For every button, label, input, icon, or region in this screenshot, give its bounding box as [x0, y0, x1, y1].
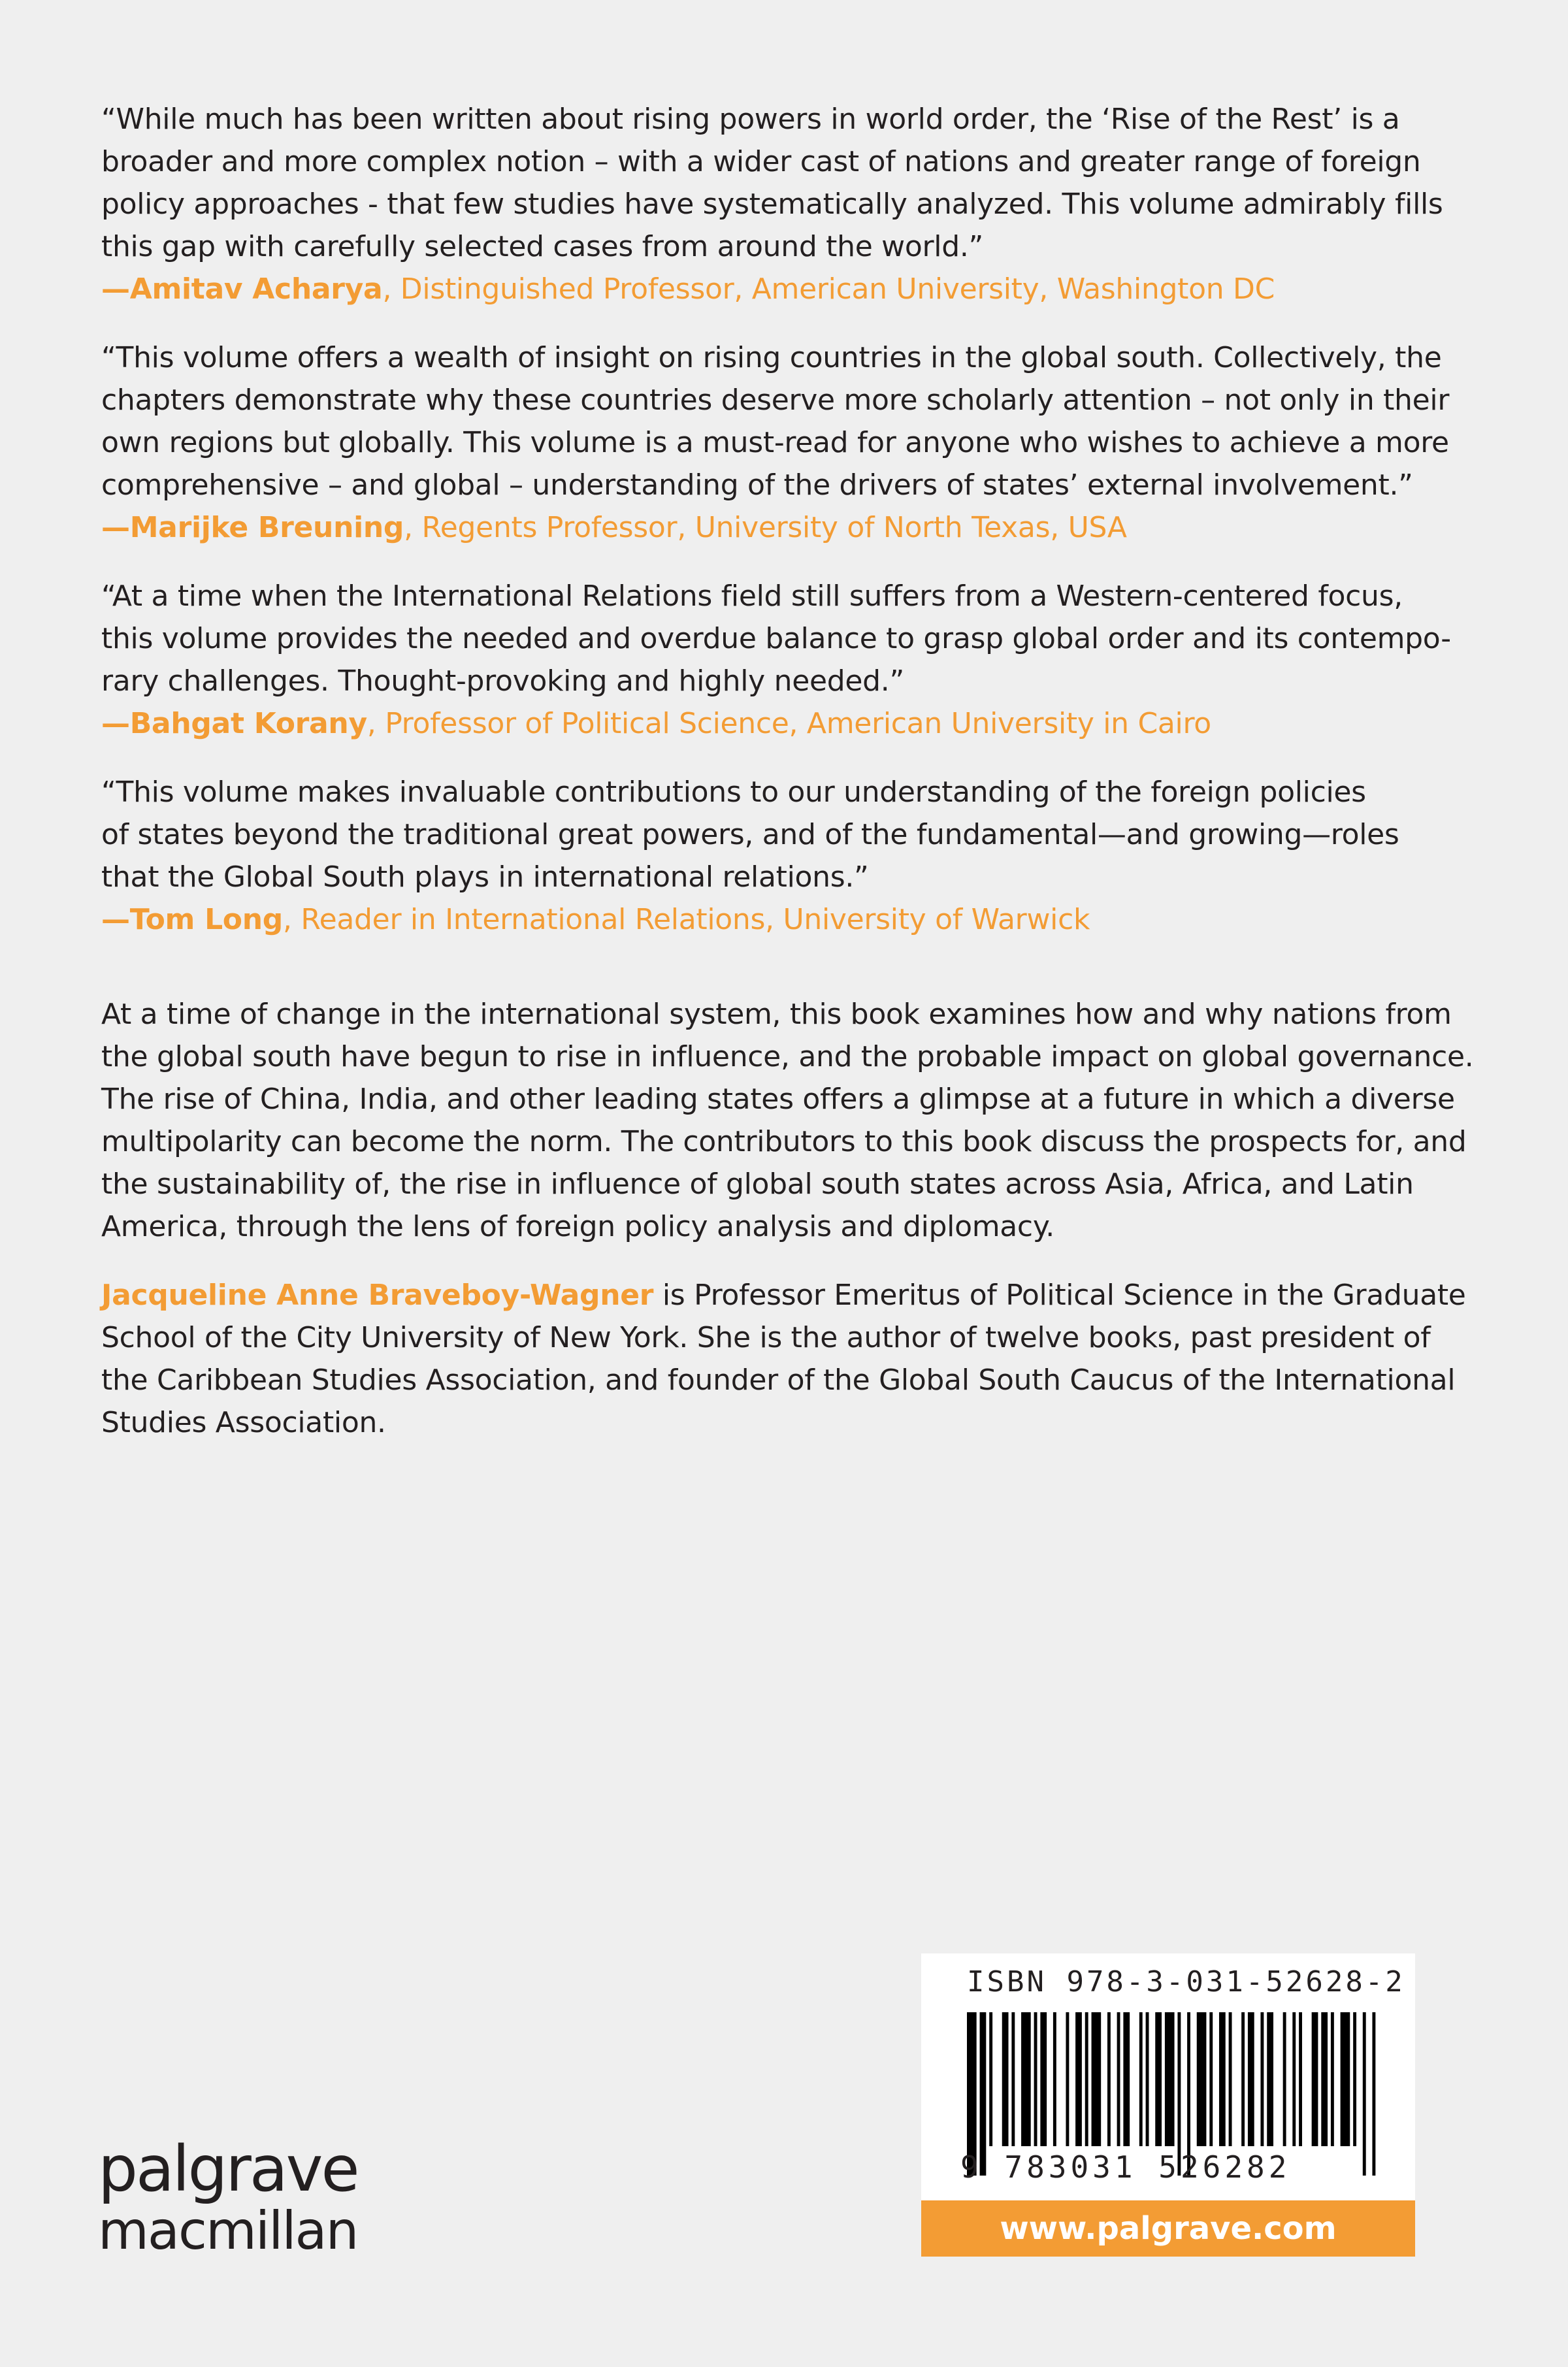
- barcode-bar: [1341, 2012, 1350, 2146]
- barcode-bar: [1117, 2012, 1120, 2146]
- quote-line: “This volume makes invaluable contributions to our understanding of the foreign policies: [101, 775, 1366, 809]
- endorser-name: —Tom Long: [101, 903, 283, 936]
- text-column: [101, 98, 1474, 1470]
- bio-line: the Caribbean Studies Association, and founder of the Global South Caucus of the International: [101, 1363, 1456, 1397]
- description-line: multipolarity can become the norm. The contributors to this book discuss the prospects for, and: [101, 1125, 1467, 1158]
- quote-line: “At a time when the International Relations field still suffers from a Western-centered focus,: [101, 580, 1403, 613]
- quote-attribution: [101, 506, 1428, 549]
- barcode-bar: [1312, 2012, 1318, 2146]
- barcode-bar: [1165, 2012, 1175, 2146]
- barcode-bar: [1002, 2012, 1009, 2146]
- barcode-bar: [1040, 2012, 1047, 2146]
- description-line: the global south have begun to rise in influence, and the probable impact on global governance.: [101, 1040, 1474, 1073]
- barcode-bar: [1011, 2012, 1015, 2146]
- barcode-bar: [1267, 2012, 1273, 2146]
- bio-line: School of the City University of New York. She is the author of twelve books, past president of: [101, 1321, 1431, 1354]
- endorser-name: —Amitav Acharya: [101, 272, 383, 306]
- isbn-barcode-box: [921, 1953, 1415, 2200]
- endorser-name: —Bahgat Korany: [101, 707, 367, 740]
- barcode-bar: [1331, 2012, 1334, 2146]
- quote-line: rary challenges. Thought-provoking and highly needed.”: [101, 664, 904, 698]
- publisher-url[interactable]: www.palgrave.com: [921, 2200, 1415, 2257]
- barcode-bar: [1092, 2012, 1102, 2146]
- bio-line: [101, 1274, 1466, 1316]
- quote-line: chapters demonstrate why these countries deserve more scholarly attention – not only in their: [101, 384, 1450, 417]
- quote-line: comprehensive – and global – understanding of the drivers of states’ external involvement.”: [101, 468, 1413, 502]
- barcode-bar: [1066, 2012, 1069, 2146]
- description-line: the sustainability of, the rise in influence of global south states across Asia, Africa, and Latin: [101, 1167, 1414, 1201]
- endorsement-quote: [101, 98, 1443, 310]
- endorsement-quote: [101, 771, 1428, 941]
- barcode-bar: [1085, 2012, 1088, 2146]
- endorsement-quote: [101, 336, 1450, 549]
- logo-line-palgrave: palgrave: [98, 2132, 358, 2206]
- endorser-title: , Regents Professor, University of North Texas, USA: [404, 511, 1127, 544]
- author-name: Jacqueline Anne Braveboy-Wagner: [101, 1279, 654, 1312]
- barcode-bar: [1034, 2012, 1037, 2146]
- barcode-bar: [1123, 2012, 1130, 2146]
- barcode-bar: [1197, 2012, 1207, 2146]
- author-bio: [101, 1274, 1466, 1444]
- quote-line: broader and more complex notion – with a wider cast of nations and greater range of foreign: [101, 145, 1421, 178]
- section-spacer: [101, 967, 1428, 993]
- barcode-bar: [1241, 2012, 1245, 2146]
- barcode-bar: [1299, 2012, 1302, 2146]
- barcode-bar: [1209, 2012, 1213, 2146]
- bio-first-line: is Professor Emeritus of Political Science in the Graduate: [653, 1279, 1466, 1312]
- barcode-bar: [1372, 2012, 1375, 2176]
- logo-line-macmillan: macmillan: [98, 2200, 358, 2261]
- barcode-bar: [1139, 2012, 1143, 2146]
- barcode-bar: [1248, 2012, 1254, 2146]
- book-description: [101, 993, 1474, 1248]
- barcode-bar: [1021, 2012, 1031, 2146]
- quote-line: this gap with carefully selected cases from around the world.”: [101, 230, 983, 263]
- barcode-bar: [1053, 2012, 1056, 2146]
- description-line: America, through the lens of foreign policy analysis and diplomacy.: [101, 1210, 1054, 1243]
- barcode-bar: [1353, 2012, 1356, 2146]
- barcode-bar: [1155, 2012, 1162, 2146]
- endorsement-quote: [101, 575, 1451, 745]
- endorser-title: , Professor of Political Science, American University in Cairo: [367, 707, 1211, 740]
- barcode-bar: [1292, 2012, 1296, 2146]
- quote-line: “This volume offers a wealth of insight on rising countries in the global south. Collectively, the: [101, 341, 1442, 374]
- barcode-bar: [1260, 2012, 1264, 2146]
- quote-line: this volume provides the needed and overdue balance to grasp global order and its contempo-: [101, 622, 1451, 655]
- barcode-bar: [989, 2012, 992, 2146]
- isbn-label: ISBN 978-3-031-52628-2: [967, 1965, 1405, 1999]
- description-line: At a time of change in the international system, this book examines how and why nations from: [101, 998, 1452, 1031]
- barcode-bar: [1107, 2012, 1111, 2146]
- barcode-bar: [1075, 2012, 1082, 2146]
- endorser-name: —Marijke Breuning: [101, 511, 404, 544]
- barcode-bar: [1219, 2012, 1226, 2146]
- endorser-title: , Distinguished Professor, American University, Washington DC: [382, 272, 1275, 306]
- endorser-title: , Reader in International Relations, University of Warwick: [282, 903, 1090, 936]
- quote-line: that the Global South plays in international relations.”: [101, 860, 869, 894]
- quote-attribution: [101, 702, 1428, 745]
- quote-attribution: [101, 898, 1428, 941]
- barcode-bar: [1146, 2012, 1149, 2146]
- barcode-bar: [1229, 2012, 1232, 2146]
- bio-line: Studies Association.: [101, 1406, 386, 1439]
- barcode-bar: [1321, 2012, 1328, 2146]
- barcode-bar: [1283, 2012, 1286, 2146]
- quote-line: own regions but globally. This volume is a must-read for anyone who wishes to achieve a more: [101, 426, 1449, 459]
- publisher-logo: [98, 2132, 358, 2261]
- ean-digits: 9 783031 526282: [960, 2149, 1291, 2185]
- barcode-bar: [1363, 2012, 1366, 2176]
- quote-attribution: [101, 268, 1428, 310]
- description-line: The rise of China, India, and other leading states offers a glimpse at a future in which a diverse: [101, 1083, 1455, 1116]
- quote-line: “While much has been written about rising powers in world order, the ‘Rise of the Rest’ is a: [101, 103, 1400, 136]
- quote-line: policy approaches - that few studies have systematically analyzed. This volume admirably fills: [101, 188, 1443, 221]
- quote-line: of states beyond the traditional great powers, and of the fundamental—and growing—roles: [101, 818, 1399, 851]
